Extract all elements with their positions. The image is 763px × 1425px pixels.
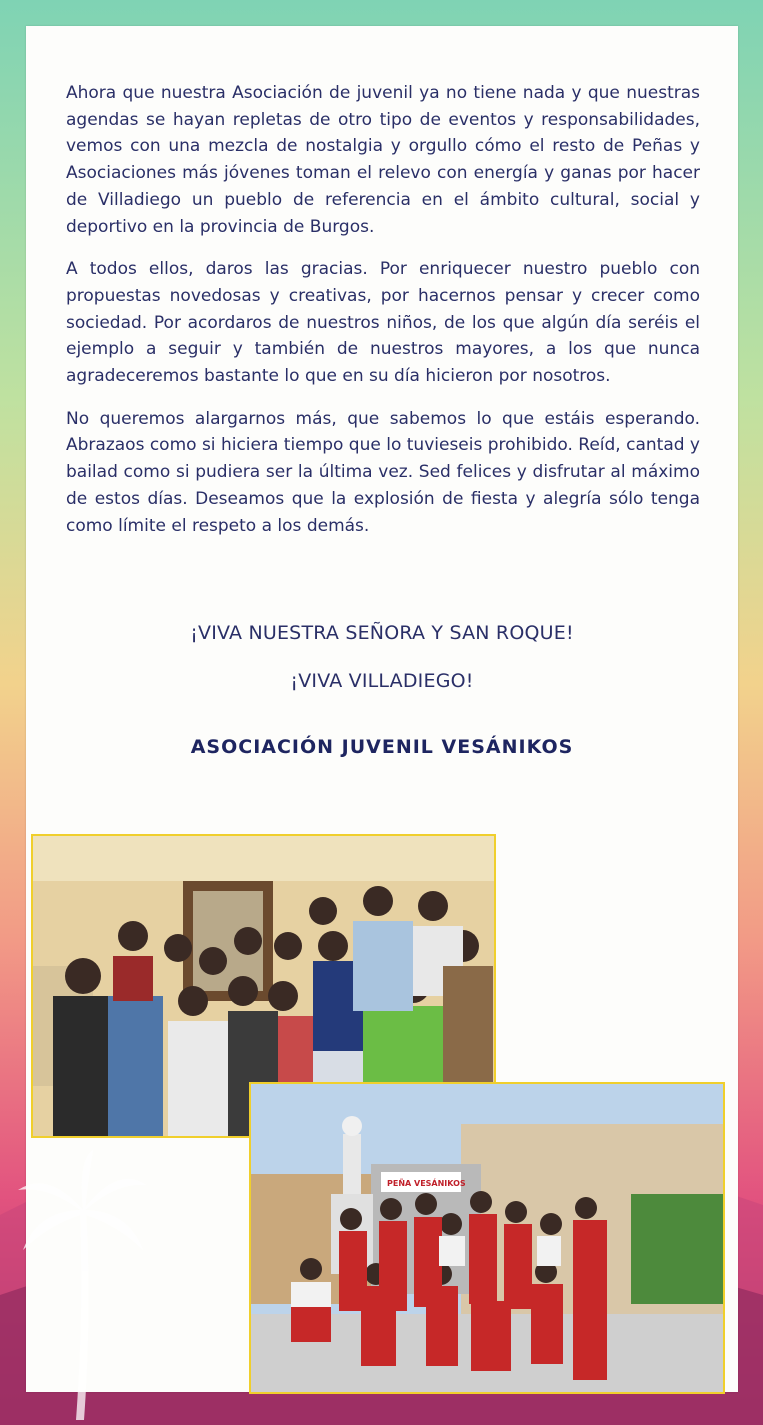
paragraph-1: Ahora que nuestra Asociación de juvenil ya no tiene nada y que nuestras agendas se hayan repletas de otro tipo de eventos y responsabilidades, vemos con una mezcla de nostalgia y orgullo cómo el resto de Peñas y Asociaciones más jóvenes toman el relevo con energía y ganas por hacer de Villadiego un pueblo de referencia en el ámbito cultural, social y deportivo en la provincia de Burgos. (66, 83, 700, 237)
cheer-line-1: ¡VIVA NUESTRA SEÑORA Y SAN ROQUE! (190, 622, 574, 644)
palm-tree-icon (18, 1150, 148, 1420)
banner-text: PEÑA VESÁNIKOS (387, 1179, 466, 1188)
signature: ASOCIACIÓN JUVENIL VESÁNIKOS (190, 736, 574, 758)
cheer-line-2: ¡VIVA VILLADIEGO! (290, 670, 474, 692)
body-text (66, 80, 700, 555)
paragraph-3: No queremos alargarnos más, que sabemos lo que estáis esperando. Abrazaos como si hiciera tiempo que lo tuvieseis prohibido. Reíd, cantad y bailad como si pudiera ser la última vez. Sed felices y disfrutar al máximo de estos días. Deseamos que la explosión de fiesta y alegría sólo tenga como límite el respeto a los demás. (66, 408, 700, 536)
outdoor-photo-image (251, 1084, 723, 1392)
paragraph-2: A todos ellos, daros las gracias. Por enriquecer nuestro pueblo con propuestas novedosas y creativas, por hacernos pensar y crecer como sociedad. Por acordaros de nuestros niños, de los que algún día seréis el ejemplo a seguir y también de nuestros mayores, a los que nunca agradeceremos bastante lo que en su día hicieron por nosotros. (66, 259, 700, 387)
group-photo-outdoor (249, 1082, 725, 1394)
